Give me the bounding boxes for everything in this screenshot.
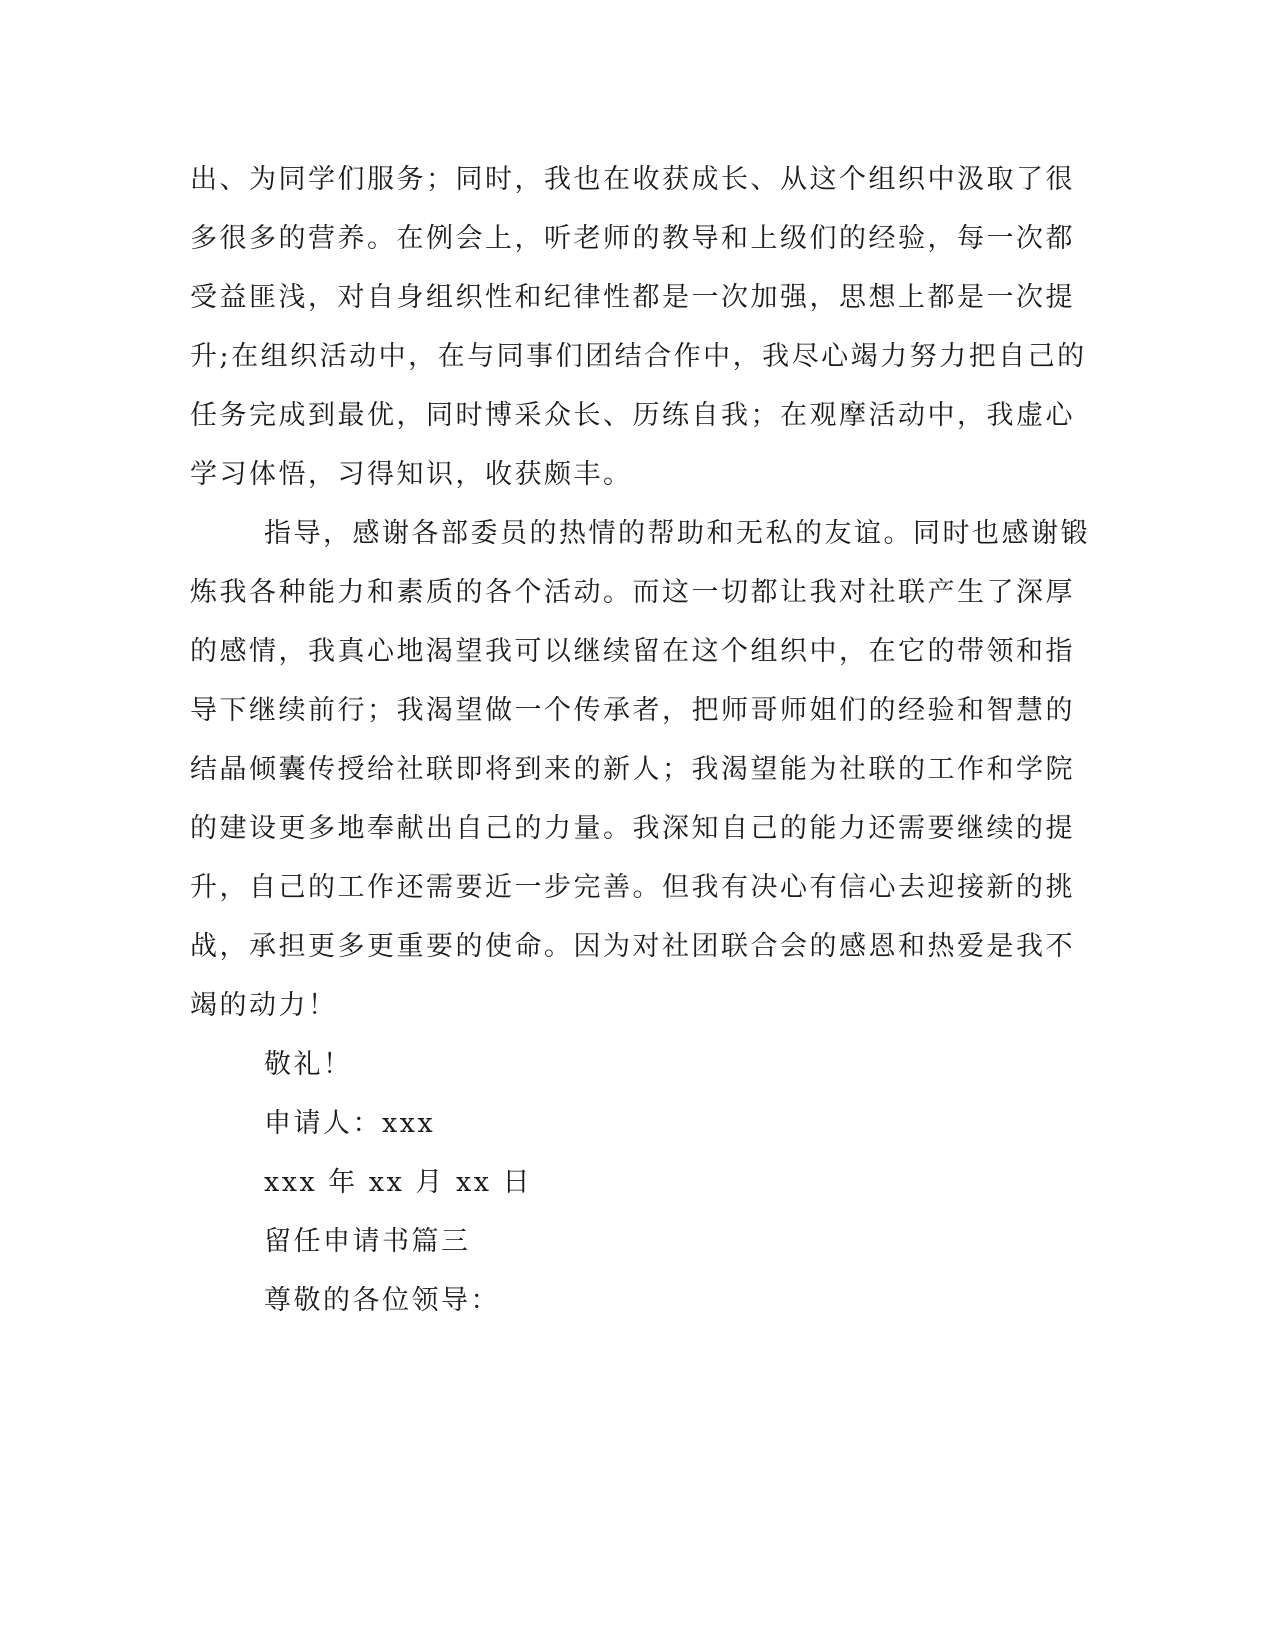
salutation-line: 尊敬的各位领导： (264, 1285, 500, 1316)
paragraph-1-line-6: 学习体悟，习得知识，收获颇丰。 (190, 459, 633, 490)
paragraph-2-line-5: 结晶倾囊传授给社联即将到来的新人；我渴望能为社联的工作和学院 (190, 754, 1075, 785)
paragraph-2-line-4: 导下继续前行；我渴望做一个传承者，把师哥师姐们的经验和智慧的 (190, 695, 1075, 726)
paragraph-2-line-9: 竭的动力！ (190, 990, 338, 1021)
paragraph-2-line-6: 的建设更多地奉献出自己的力量。我深知自己的能力还需要继续的提 (190, 813, 1075, 844)
paragraph-1-line-3: 受益匪浅，对自身组织性和纪律性都是一次加强，思想上都是一次提 (190, 282, 1075, 313)
paragraph-2-line-8: 战，承担更多更重要的使命。因为对社团联合会的感恩和热爱是我不 (190, 931, 1075, 962)
closing-line: 敬礼！ (264, 1049, 353, 1080)
paragraph-2-line-3: 的感情，我真心地渴望我可以继续留在这个组织中，在它的带领和指 (190, 636, 1075, 667)
paragraph-1-line-1: 出、为同学们服务；同时，我也在收获成长、从这个组织中汲取了很 (190, 164, 1075, 195)
paragraph-2-line-1: 指导，感谢各部委员的热情的帮助和无私的友谊。同时也感谢锻 (264, 518, 1090, 549)
paragraph-1-line-5: 任务完成到最优，同时博采众长、历练自我；在观摩活动中，我虚心 (190, 400, 1075, 431)
section-title: 留任申请书篇三 (264, 1226, 471, 1257)
paragraph-2-line-7: 升，自己的工作还需要近一步完善。但我有决心有信心去迎接新的挑 (190, 872, 1075, 903)
paragraph-1-line-2: 多很多的营养。在例会上，听老师的教导和上级们的经验，每一次都 (190, 223, 1075, 254)
applicant-line: 申请人：xxx (264, 1108, 436, 1139)
paragraph-1-line-4: 升;在组织活动中，在与同事们团结合作中，我尽心竭力努力把自己的 (190, 341, 1087, 372)
date-line: xxx 年 xx 月 xx 日 (264, 1167, 533, 1198)
paragraph-2-line-2: 炼我各种能力和素质的各个活动。而这一切都让我对社联产生了深厚 (190, 577, 1075, 608)
